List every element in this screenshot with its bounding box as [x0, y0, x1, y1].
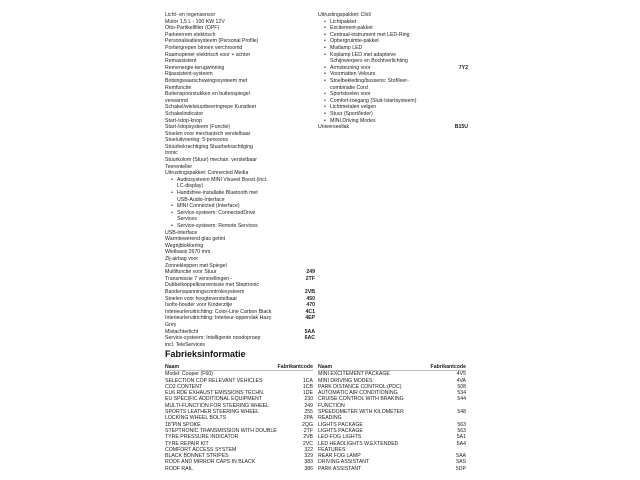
equipment-item: [318, 124, 468, 131]
row-name: LED HEADLIGHTS W.EXTENDED: [318, 440, 399, 447]
row-code: 534: [457, 390, 466, 397]
equipment-item-label: • Excitement-pakket: [324, 25, 373, 32]
row-name: EU SPECIFIC ADDITIONAL EQUIPMENT: [165, 396, 262, 403]
equipment-list-right: [318, 12, 468, 131]
equipment-item-label: • Service-systeem: ConnectedDrive: [171, 209, 256, 216]
equipment-item: [165, 216, 315, 223]
equipment-item: [165, 170, 315, 177]
equipment-item: [165, 263, 315, 270]
row-code: 508: [457, 383, 466, 390]
bullet-icon: •: [324, 71, 326, 78]
equipment-item: [318, 85, 468, 92]
row-name: SPEEDOMETER WITH KILOMETER: [318, 409, 404, 416]
row-code: 2TF: [303, 427, 313, 434]
factory-info-heading: Fabrieksinformatie: [165, 349, 246, 359]
equipment-item-label: Interieurleruitrichting: Color-Line Carbon Black: [165, 308, 272, 315]
row-name: SPORTS LEATHER STEERING WHEEL: [165, 409, 260, 416]
bullet-icon: •: [324, 91, 326, 98]
row-code: 544: [457, 396, 466, 403]
equipment-item: [165, 190, 315, 197]
equipment-item: [165, 71, 315, 78]
row-name: FEATURES: [318, 446, 346, 453]
equipment-item-label: Remfunctie: [165, 84, 192, 91]
row-name: ROOF AND MIRROR CAPS IN BLACK: [165, 459, 256, 466]
row-code: 1DE: [302, 390, 313, 397]
equipment-item: [165, 131, 315, 138]
row-name: PARK DISTANCE CONTROL (PDC): [318, 383, 402, 390]
equipment-item-label: USB-Audio-Interface: [177, 196, 225, 203]
equipment-item: [318, 19, 468, 26]
equipment-item: [165, 19, 315, 26]
bullet-icon: •: [324, 117, 326, 124]
equipment-item: [165, 302, 315, 309]
row-code: 5A1: [456, 434, 466, 441]
equipment-item-label: Wielbasis 2670 mm: [165, 249, 211, 256]
equipment-item-label: Warmtewerend glas getint: [165, 236, 226, 243]
equipment-item: [318, 52, 468, 59]
row-name: REAR FOG LAMP: [318, 453, 361, 460]
equipment-item: [318, 104, 468, 111]
row-code: 548: [457, 409, 466, 416]
equipment-list-left: [165, 12, 315, 348]
row-code: 249: [304, 402, 313, 409]
equipment-item: [165, 52, 315, 59]
row-name: EU6 RDE EXHAUST EMISSIONS TECHN.: [165, 390, 265, 397]
equipment-item-label: Start-/stopsysteem (Functie): [165, 124, 231, 131]
row-name: MINI DRIVING MODES: [318, 377, 373, 384]
equipment-item-label: • Armsteuning voor: [324, 64, 371, 71]
row-code: 563: [457, 421, 466, 428]
equipment-item: [165, 111, 315, 118]
row-name: Model: Cooper (F60): [165, 371, 213, 378]
equipment-item-label: • Opbergruimte-pakket: [324, 38, 379, 45]
equipment-item: [318, 58, 468, 65]
equipment-item: [165, 98, 315, 105]
equipment-item: [165, 342, 315, 349]
equipment-item: [165, 276, 315, 283]
row-name: READING: [318, 415, 342, 422]
equipment-item: [318, 32, 468, 39]
equipment-item-code: 4C1: [305, 308, 315, 315]
table-row: [165, 466, 313, 472]
equipment-item-label: incl. TeleServices: [165, 341, 205, 348]
row-code: 5AS: [456, 459, 466, 466]
equipment-item: [165, 223, 315, 230]
bullet-icon: •: [324, 110, 326, 117]
equipment-item-label: Mistachterlicht: [165, 328, 199, 335]
bullet-icon: •: [324, 97, 326, 104]
equipment-item: [165, 25, 315, 32]
equipment-item: [165, 230, 315, 237]
equipment-item-label: Isofix-houder voor Kinderzitje: [165, 302, 233, 309]
equipment-item: [165, 38, 315, 45]
equipment-item: [165, 177, 315, 184]
equipment-item-label: Personalisatiesysteem (Personal Profile): [165, 38, 259, 45]
equipment-item-label: Uitrustingspakket: Chili: [318, 12, 371, 18]
row-name: AUTOMATIC AIR CONDITIONING: [318, 390, 398, 397]
equipment-item-code: 4EP: [305, 315, 315, 322]
equipment-item-label: • Stoelbekleding/bussens: Stof/leer-: [324, 77, 409, 84]
row-code: 383: [304, 459, 313, 466]
equipment-item-label: • MINI Connected (Interface): [171, 203, 240, 210]
equipment-item-code: 470: [306, 302, 315, 309]
equipment-item-label: Multifunctie voor Stuur: [165, 269, 217, 276]
row-code: 4V5: [456, 371, 466, 378]
equipment-item-label: Schijnwerpers en Bochtverlichting: [330, 58, 408, 65]
equipment-item-label: LC-display): [177, 183, 204, 190]
row-name: CO2 CONTENT: [165, 383, 203, 390]
row-name: BLACK BONNET STRIPES: [165, 453, 229, 460]
equipment-item-label: Botsingwaarschuwingssysteem met: [165, 77, 248, 84]
bullet-icon: •: [324, 38, 326, 45]
row-code: 2PA: [303, 415, 313, 422]
row-name: FUNCTION: [318, 402, 345, 409]
equipment-item: [318, 71, 468, 78]
equipment-item: [165, 322, 315, 329]
bullet-icon: •: [324, 44, 326, 51]
table-header: [318, 364, 466, 371]
equipment-item-label: Interieurleruitrichting: Interieur-oppervlak Hazy: [165, 315, 272, 322]
bullet-icon: •: [324, 25, 326, 32]
row-name: DRIVING ASSISTANT: [318, 459, 370, 466]
row-code: 329: [304, 453, 313, 460]
equipment-item-label: Schakel/wielstuurbeeringrepe Kunstleer: [165, 104, 257, 111]
equipment-item: [165, 256, 315, 263]
factory-table-left: [165, 364, 313, 472]
equipment-item-label: Schakelindicator: [165, 110, 204, 117]
equipment-item: [165, 282, 315, 289]
equipment-item: [165, 85, 315, 92]
equipment-item: [318, 111, 468, 118]
equipment-item: [165, 203, 315, 210]
equipment-item: [165, 104, 315, 111]
row-name: COMFORT ACCESS SYSTEM: [165, 446, 237, 453]
equipment-item-label: • Voormatten Velours: [324, 71, 376, 78]
equipment-item-label: • Audiosysteem MINI Visueel Boost (incl.: [171, 176, 268, 183]
bullet-icon: •: [324, 64, 326, 71]
equipment-item: [165, 118, 315, 125]
equipment-item-label: Stuurbekrachtiging Stuurbekrachtiging: [165, 143, 253, 150]
row-name: ROOF RAIL: [165, 465, 193, 472]
row-name: MINI EXCITEMENT PACKAGE: [318, 371, 390, 378]
equipment-item: [165, 269, 315, 276]
row-code: 255: [304, 409, 313, 416]
bullet-icon: •: [324, 31, 326, 38]
bullet-icon: •: [171, 203, 173, 210]
column-name-header: Naam: [318, 364, 333, 370]
equipment-item-code: 450: [306, 295, 315, 302]
row-code: 2QG: [302, 421, 313, 428]
equipment-item-label: Stoelen voor mechanisch verstelbaar: [165, 130, 251, 137]
row-code: 2VB: [303, 434, 313, 441]
table-header: [165, 364, 313, 371]
equipment-item: [318, 78, 468, 85]
equipment-item-code: 6AC: [304, 335, 315, 342]
equipment-item-label: Stuurkolom (Stuur) mechan. verstelbaar: [165, 157, 257, 164]
equipment-item-label: Teerenteller: [165, 163, 193, 170]
equipment-item-code: 2TF: [305, 275, 315, 282]
equipment-item-label: Dubbelkoppelkransmissie met Steptronic: [165, 282, 259, 289]
equipment-item: [165, 91, 315, 98]
row-name: MULTI-FUNCTION FOR STEERING WHEEL: [165, 402, 269, 409]
equipment-item: [165, 289, 315, 296]
equipment-item-label: Buitenspoorstukken en buitenspiegel: [165, 91, 250, 98]
equipment-item-label: Parkeerrem elektrisch: [165, 31, 216, 38]
equipment-item-code: 249: [306, 269, 315, 276]
equipment-item-label: Transmissie 7 versnellingen -: [165, 275, 233, 282]
equipment-item-label: Universeellak: [318, 124, 350, 131]
equipment-item: [165, 137, 315, 144]
equipment-item: [165, 150, 315, 157]
equipment-item-label: • Lichtmetalen velgen: [324, 104, 377, 111]
equipment-item: [165, 236, 315, 243]
equipment-item: [165, 296, 315, 303]
bullet-icon: •: [171, 223, 173, 229]
row-name: 18"PIN SPOKE: [165, 421, 201, 428]
equipment-item-code: 2VB: [304, 288, 315, 295]
equipment-item-label: • Mistlamp LED: [324, 44, 363, 51]
equipment-item-label: combinatie Cord: [330, 84, 368, 91]
equipment-item: [165, 183, 315, 190]
equipment-item: [318, 25, 468, 32]
equipment-item-label: Raamopener elektrisch voor + achter: [165, 51, 251, 58]
row-name: LIGHTS PACKAGE: [318, 421, 363, 428]
equipment-item: [165, 45, 315, 52]
bullet-icon: •: [171, 190, 173, 197]
row-code: 563: [457, 427, 466, 434]
equipment-item-label: • Service-systeem: Remote Services: [171, 223, 258, 229]
equipment-item: [165, 124, 315, 131]
equipment-item: [165, 329, 315, 336]
equipment-item: [165, 243, 315, 250]
equipment-item: [165, 315, 315, 322]
bullet-icon: •: [171, 176, 173, 183]
bullet-icon: •: [171, 209, 173, 216]
column-code-header: Fabrikantcode: [430, 364, 466, 370]
row-name: TYRE REPAIR KIT: [165, 440, 209, 447]
bullet-icon: •: [324, 51, 326, 58]
equipment-item: [318, 12, 468, 19]
equipment-item: [318, 65, 468, 72]
equipment-item: [165, 210, 315, 217]
equipment-item: [165, 335, 315, 342]
equipment-item: [318, 98, 468, 105]
equipment-item: [165, 309, 315, 316]
equipment-item-label: Service-systeem: Intelligente noodoproep: [165, 335, 261, 342]
equipment-item: [318, 45, 468, 52]
equipment-item: [165, 164, 315, 171]
equipment-item: [165, 12, 315, 19]
equipment-item-code: 7Y2: [458, 64, 468, 71]
equipment-item-label: Grey: [165, 321, 177, 328]
equipment-item-code: 5AA: [304, 328, 315, 335]
equipment-item-label: Stoelen voor hoogteverstelbaar: [165, 295, 238, 302]
equipment-item-label: • Lichtpakket: [324, 18, 357, 25]
row-code: 4VA: [456, 377, 466, 384]
equipment-item-label: USB-interface: [165, 229, 198, 236]
equipment-item-label: Licht- en regensensor: [165, 12, 216, 18]
equipment-item: [318, 91, 468, 98]
equipment-item-label: verwarmd: [165, 97, 188, 104]
row-code: 230: [304, 396, 313, 403]
row-name: TYRE PRESSURE INDICATOR: [165, 434, 239, 441]
equipment-item: [165, 249, 315, 256]
equipment-item-label: Portiergrepen binnen verchroomd: [165, 44, 243, 51]
table-row: [318, 466, 466, 472]
row-name: LIGHTS PACKAGE: [318, 427, 363, 434]
equipment-item: [165, 144, 315, 151]
equipment-item: [165, 65, 315, 72]
bullet-icon: •: [324, 18, 326, 25]
equipment-item: [318, 38, 468, 45]
factory-table-right: [318, 364, 466, 472]
row-code: 5A4: [456, 440, 466, 447]
equipment-item: [165, 157, 315, 164]
column-name-header: Naam: [165, 364, 180, 370]
equipment-item-label: Stoeluitvoering: 5-persoons: [165, 137, 229, 144]
equipment-item: [165, 32, 315, 39]
equipment-item-label: Rijassistent-systeem: [165, 71, 213, 78]
row-name: LED-FOG LIGHTS: [318, 434, 362, 441]
row-code: 5DP: [455, 465, 466, 472]
equipment-item-label: • Comfort-toegang (Sluit-/startsysteem): [324, 97, 417, 104]
row-code: 5AA: [456, 453, 466, 460]
equipment-item-label: Remenergie-terugwinning: [165, 64, 225, 71]
equipment-item-label: Zij-airbag voor: [165, 255, 199, 262]
equipment-item-label: tronic: [165, 150, 178, 157]
equipment-item-label: Wegrijblokkering: [165, 242, 204, 249]
equipment-item-label: Motor 1,5 L - 100 KW 12V: [165, 18, 225, 25]
row-code: 1CA: [302, 377, 313, 384]
row-code: 386: [304, 465, 313, 472]
column-code-header: Fabrikantcode: [277, 364, 313, 370]
equipment-item-code: B15U: [454, 124, 468, 131]
bullet-icon: •: [324, 77, 326, 84]
equipment-item-label: Remassistent: [165, 58, 197, 65]
equipment-item-label: Start-/stop-knop: [165, 117, 202, 124]
row-name: SELECTION COP RELEVANT VEHICLES: [165, 377, 263, 384]
equipment-item-label: • MINI Driving Modes: [324, 117, 376, 124]
equipment-item-label: Bandenspanningscontrolesysteem: [165, 288, 245, 295]
equipment-item-label: • Koplamp LED met adaptieve: [324, 51, 397, 58]
equipment-item-label: Services: [177, 216, 197, 223]
row-code: 1CB: [302, 383, 313, 390]
row-code: 2VC: [302, 440, 313, 447]
equipment-item-label: Zonnekleppen met Spiegel: [165, 262, 227, 269]
equipment-item: [165, 78, 315, 85]
equipment-item-label: • Handsfree-installatie Bluetooth met: [171, 190, 258, 197]
equipment-item-label: Uitrustingspakket: Connected Media: [165, 170, 249, 177]
equipment-item-label: Otto-Partikelfilter (OPF): [165, 25, 220, 32]
bullet-icon: •: [324, 104, 326, 111]
row-name: PARK ASSISTANT: [318, 465, 362, 472]
row-name: STEPTRONIC TRANSMISSION WITH DOUBLE: [165, 427, 277, 434]
equipment-item-label: • Sportstoelen voor: [324, 91, 371, 98]
equipment-item-label: • Centraal-instrument met LED-Ring: [324, 31, 410, 38]
equipment-item: [165, 197, 315, 204]
row-name: CRUISE CONTROL WITH BRAKING: [318, 396, 404, 403]
equipment-item-label: • Stuur (Sport/leder): [324, 110, 373, 117]
equipment-item: [165, 58, 315, 65]
row-name: LOCKING WHEEL BOLTS: [165, 415, 227, 422]
equipment-item: [318, 118, 468, 125]
row-code: 322: [304, 446, 313, 453]
